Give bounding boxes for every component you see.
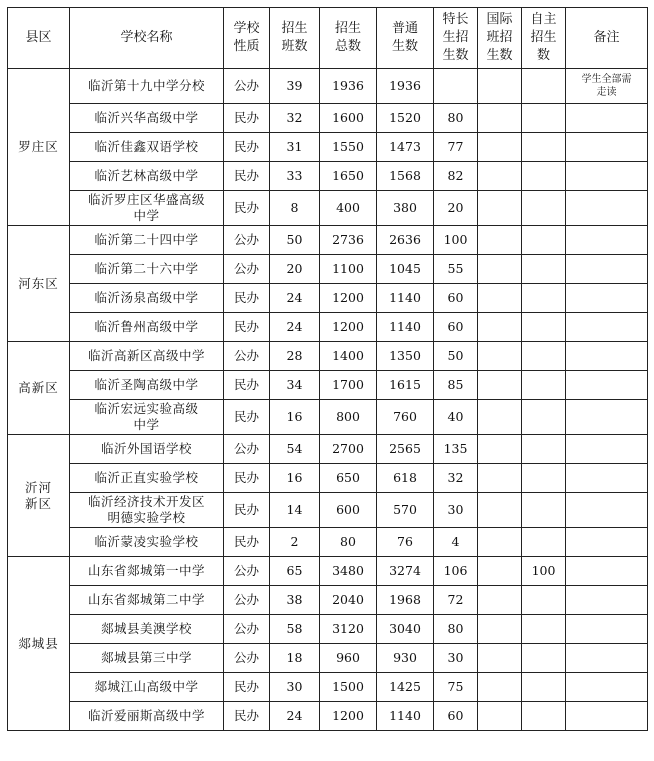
table-row	[8, 615, 648, 644]
total-enrollment-cell: 2700	[320, 435, 377, 464]
independent-enrollment-cell	[522, 400, 566, 435]
total-enrollment-cell: 1700	[320, 371, 377, 400]
special-talent-header: 特长 生招 生数	[434, 8, 478, 69]
school-name-cell: 山东省郯城第一中学	[70, 557, 224, 586]
county-cell: 高新区	[8, 342, 70, 435]
total-enrollment-cell: 650	[320, 464, 377, 493]
total-enrollment-cell: 1500	[320, 673, 377, 702]
special-talent-cell: 80	[434, 615, 478, 644]
total-enrollment-cell: 80	[320, 528, 377, 557]
class-count-cell: 24	[270, 313, 320, 342]
international-class-cell	[478, 342, 522, 371]
table-row	[8, 191, 648, 226]
school-name-cell: 郯城县第三中学	[70, 644, 224, 673]
remarks-cell	[566, 284, 648, 313]
school-type-cell: 民办	[224, 673, 270, 702]
enrollment-table	[7, 7, 648, 731]
school-type-cell: 民办	[224, 371, 270, 400]
header-row	[8, 8, 648, 69]
class-count-cell: 16	[270, 464, 320, 493]
table-row	[8, 104, 648, 133]
school-name-cell: 临沂兴华高级中学	[70, 104, 224, 133]
regular-students-header: 普通 生数	[377, 8, 434, 69]
regular-students-cell: 2565	[377, 435, 434, 464]
special-talent-cell: 85	[434, 371, 478, 400]
class-count-cell: 50	[270, 226, 320, 255]
class-count-cell: 28	[270, 342, 320, 371]
special-talent-cell: 72	[434, 586, 478, 615]
total-enrollment-cell: 1936	[320, 69, 377, 104]
school-type-cell: 民办	[224, 400, 270, 435]
school-type-cell: 公办	[224, 557, 270, 586]
independent-enrollment-cell	[522, 371, 566, 400]
total-enrollment-cell: 1650	[320, 162, 377, 191]
school-type-cell: 民办	[224, 133, 270, 162]
class-count-header: 招生 班数	[270, 8, 320, 69]
special-talent-cell	[434, 69, 478, 104]
international-class-cell	[478, 464, 522, 493]
independent-enrollment-cell	[522, 342, 566, 371]
international-class-cell	[478, 493, 522, 528]
independent-enrollment-cell	[522, 493, 566, 528]
independent-enrollment-cell	[522, 313, 566, 342]
regular-students-cell: 1140	[377, 313, 434, 342]
table-row	[8, 493, 648, 528]
regular-students-cell: 1425	[377, 673, 434, 702]
school-type-cell: 民办	[224, 464, 270, 493]
regular-students-cell: 1140	[377, 702, 434, 731]
remarks-cell	[566, 191, 648, 226]
county-cell: 河东区	[8, 226, 70, 342]
remarks-cell	[566, 528, 648, 557]
school-type-cell: 公办	[224, 69, 270, 104]
regular-students-cell: 1520	[377, 104, 434, 133]
regular-students-cell: 760	[377, 400, 434, 435]
table-header	[8, 8, 648, 69]
international-class-cell	[478, 226, 522, 255]
school-type-cell: 公办	[224, 644, 270, 673]
class-count-cell: 2	[270, 528, 320, 557]
regular-students-cell: 930	[377, 644, 434, 673]
total-enrollment-cell: 600	[320, 493, 377, 528]
total-enrollment-cell: 1200	[320, 702, 377, 731]
total-enrollment-cell: 1600	[320, 104, 377, 133]
remarks-cell	[566, 162, 648, 191]
total-enrollment-cell: 3480	[320, 557, 377, 586]
table-row	[8, 702, 648, 731]
independent-enrollment-cell	[522, 644, 566, 673]
remarks-header: 备注	[566, 8, 648, 69]
regular-students-cell: 1350	[377, 342, 434, 371]
school-name-cell: 临沂宏远实验高级 中学	[70, 400, 224, 435]
class-count-cell: 39	[270, 69, 320, 104]
table-row	[8, 371, 648, 400]
international-class-cell	[478, 435, 522, 464]
independent-enrollment-cell	[522, 104, 566, 133]
independent-enrollment-cell	[522, 255, 566, 284]
table-row	[8, 528, 648, 557]
regular-students-cell: 3040	[377, 615, 434, 644]
county-cell: 郯城县	[8, 557, 70, 731]
school-name-cell: 临沂经济技术开发区 明德实验学校	[70, 493, 224, 528]
remarks-cell	[566, 226, 648, 255]
international-class-cell	[478, 615, 522, 644]
class-count-cell: 8	[270, 191, 320, 226]
total-enrollment-cell: 1400	[320, 342, 377, 371]
class-count-cell: 30	[270, 673, 320, 702]
international-class-cell	[478, 191, 522, 226]
international-class-cell	[478, 528, 522, 557]
class-count-cell: 33	[270, 162, 320, 191]
county-cell: 罗庄区	[8, 69, 70, 226]
total-enrollment-cell: 3120	[320, 615, 377, 644]
total-enrollment-cell: 2736	[320, 226, 377, 255]
total-enrollment-cell: 1550	[320, 133, 377, 162]
special-talent-cell: 4	[434, 528, 478, 557]
table-row	[8, 644, 648, 673]
special-talent-cell: 50	[434, 342, 478, 371]
table-row	[8, 342, 648, 371]
independent-enrollment-cell	[522, 69, 566, 104]
remarks-cell	[566, 400, 648, 435]
school-name-cell: 临沂外国语学校	[70, 435, 224, 464]
regular-students-cell: 2636	[377, 226, 434, 255]
table-row	[8, 435, 648, 464]
class-count-cell: 24	[270, 284, 320, 313]
international-class-cell	[478, 702, 522, 731]
international-class-cell	[478, 162, 522, 191]
school-name-cell: 临沂鲁州高级中学	[70, 313, 224, 342]
school-name-cell: 临沂圣陶高级中学	[70, 371, 224, 400]
special-talent-cell: 82	[434, 162, 478, 191]
remarks-cell	[566, 435, 648, 464]
school-type-cell: 公办	[224, 586, 270, 615]
regular-students-cell: 1936	[377, 69, 434, 104]
class-count-cell: 65	[270, 557, 320, 586]
class-count-cell: 24	[270, 702, 320, 731]
regular-students-cell: 1615	[377, 371, 434, 400]
total-enrollment-cell: 1200	[320, 313, 377, 342]
school-name-cell: 临沂佳鑫双语学校	[70, 133, 224, 162]
special-talent-cell: 106	[434, 557, 478, 586]
special-talent-cell: 100	[434, 226, 478, 255]
special-talent-cell: 30	[434, 644, 478, 673]
school-name-header: 学校名称	[70, 8, 224, 69]
table-row	[8, 400, 648, 435]
total-enrollment-cell: 2040	[320, 586, 377, 615]
remarks-cell	[566, 133, 648, 162]
school-name-cell: 郯城县美澳学校	[70, 615, 224, 644]
international-class-cell	[478, 313, 522, 342]
special-talent-cell: 75	[434, 673, 478, 702]
class-count-cell: 20	[270, 255, 320, 284]
school-type-cell: 民办	[224, 162, 270, 191]
class-count-cell: 58	[270, 615, 320, 644]
international-class-header: 国际 班招 生数	[478, 8, 522, 69]
special-talent-cell: 60	[434, 313, 478, 342]
school-name-cell: 临沂正直实验学校	[70, 464, 224, 493]
international-class-cell	[478, 69, 522, 104]
special-talent-cell: 60	[434, 702, 478, 731]
table-row	[8, 255, 648, 284]
remarks-cell	[566, 644, 648, 673]
independent-enrollment-cell	[522, 191, 566, 226]
remarks-cell	[566, 371, 648, 400]
special-talent-cell: 80	[434, 104, 478, 133]
regular-students-cell: 3274	[377, 557, 434, 586]
school-type-cell: 民办	[224, 528, 270, 557]
total-enrollment-header: 招生 总数	[320, 8, 377, 69]
independent-enrollment-cell	[522, 162, 566, 191]
special-talent-cell: 135	[434, 435, 478, 464]
school-name-cell: 临沂汤泉高级中学	[70, 284, 224, 313]
table-row	[8, 226, 648, 255]
international-class-cell	[478, 557, 522, 586]
independent-enrollment-cell	[522, 464, 566, 493]
school-name-cell: 临沂蒙凌实验学校	[70, 528, 224, 557]
school-type-cell: 公办	[224, 255, 270, 284]
remarks-cell	[566, 557, 648, 586]
table-row	[8, 162, 648, 191]
independent-enrollment-header: 自主 招生 数	[522, 8, 566, 69]
independent-enrollment-cell	[522, 615, 566, 644]
international-class-cell	[478, 644, 522, 673]
school-type-cell: 公办	[224, 615, 270, 644]
international-class-cell	[478, 586, 522, 615]
table-row	[8, 133, 648, 162]
regular-students-cell: 76	[377, 528, 434, 557]
school-type-cell: 民办	[224, 191, 270, 226]
school-name-cell: 临沂艺林高级中学	[70, 162, 224, 191]
international-class-cell	[478, 284, 522, 313]
table-row	[8, 464, 648, 493]
regular-students-cell: 618	[377, 464, 434, 493]
special-talent-cell: 20	[434, 191, 478, 226]
class-count-cell: 38	[270, 586, 320, 615]
county-header: 县区	[8, 8, 70, 69]
international-class-cell	[478, 673, 522, 702]
school-type-header: 学校 性质	[224, 8, 270, 69]
total-enrollment-cell: 960	[320, 644, 377, 673]
remarks-cell	[566, 464, 648, 493]
independent-enrollment-cell	[522, 435, 566, 464]
international-class-cell	[478, 133, 522, 162]
total-enrollment-cell: 800	[320, 400, 377, 435]
remarks-cell: 学生全部需 走读	[566, 69, 648, 104]
school-name-cell: 郯城江山高级中学	[70, 673, 224, 702]
remarks-cell	[566, 104, 648, 133]
regular-students-cell: 1140	[377, 284, 434, 313]
table-row	[8, 673, 648, 702]
school-type-cell: 民办	[224, 493, 270, 528]
class-count-cell: 32	[270, 104, 320, 133]
remarks-cell	[566, 255, 648, 284]
international-class-cell	[478, 371, 522, 400]
class-count-cell: 18	[270, 644, 320, 673]
independent-enrollment-cell	[522, 673, 566, 702]
total-enrollment-cell: 1200	[320, 284, 377, 313]
class-count-cell: 54	[270, 435, 320, 464]
table-row	[8, 313, 648, 342]
school-type-cell: 民办	[224, 702, 270, 731]
remarks-cell	[566, 586, 648, 615]
school-name-cell: 临沂第二十四中学	[70, 226, 224, 255]
regular-students-cell: 1045	[377, 255, 434, 284]
remarks-cell	[566, 615, 648, 644]
school-type-cell: 公办	[224, 342, 270, 371]
independent-enrollment-cell	[522, 133, 566, 162]
class-count-cell: 16	[270, 400, 320, 435]
special-talent-cell: 30	[434, 493, 478, 528]
school-type-cell: 民办	[224, 104, 270, 133]
school-type-cell: 公办	[224, 435, 270, 464]
independent-enrollment-cell	[522, 284, 566, 313]
remarks-cell	[566, 313, 648, 342]
school-name-cell: 临沂第二十六中学	[70, 255, 224, 284]
class-count-cell: 31	[270, 133, 320, 162]
class-count-cell: 34	[270, 371, 320, 400]
table-row	[8, 69, 648, 104]
international-class-cell	[478, 255, 522, 284]
independent-enrollment-cell	[522, 702, 566, 731]
county-cell: 沂河 新区	[8, 435, 70, 557]
remarks-cell	[566, 673, 648, 702]
table-body	[8, 69, 648, 731]
special-talent-cell: 40	[434, 400, 478, 435]
independent-enrollment-cell	[522, 226, 566, 255]
table-row	[8, 586, 648, 615]
remarks-cell	[566, 342, 648, 371]
class-count-cell: 14	[270, 493, 320, 528]
school-type-cell: 民办	[224, 284, 270, 313]
school-type-cell: 民办	[224, 313, 270, 342]
total-enrollment-cell: 1100	[320, 255, 377, 284]
special-talent-cell: 60	[434, 284, 478, 313]
regular-students-cell: 1568	[377, 162, 434, 191]
school-name-cell: 临沂高新区高级中学	[70, 342, 224, 371]
remarks-cell	[566, 702, 648, 731]
school-type-cell: 公办	[224, 226, 270, 255]
independent-enrollment-cell	[522, 528, 566, 557]
total-enrollment-cell: 400	[320, 191, 377, 226]
independent-enrollment-cell: 100	[522, 557, 566, 586]
special-talent-cell: 55	[434, 255, 478, 284]
school-name-cell: 山东省郯城第二中学	[70, 586, 224, 615]
international-class-cell	[478, 104, 522, 133]
school-name-cell: 临沂罗庄区华盛高级 中学	[70, 191, 224, 226]
school-name-cell: 临沂第十九中学分校	[70, 69, 224, 104]
international-class-cell	[478, 400, 522, 435]
table-row	[8, 284, 648, 313]
regular-students-cell: 380	[377, 191, 434, 226]
school-name-cell: 临沂爱丽斯高级中学	[70, 702, 224, 731]
special-talent-cell: 77	[434, 133, 478, 162]
regular-students-cell: 1968	[377, 586, 434, 615]
table-row	[8, 557, 648, 586]
regular-students-cell: 570	[377, 493, 434, 528]
special-talent-cell: 32	[434, 464, 478, 493]
remarks-cell	[566, 493, 648, 528]
regular-students-cell: 1473	[377, 133, 434, 162]
independent-enrollment-cell	[522, 586, 566, 615]
